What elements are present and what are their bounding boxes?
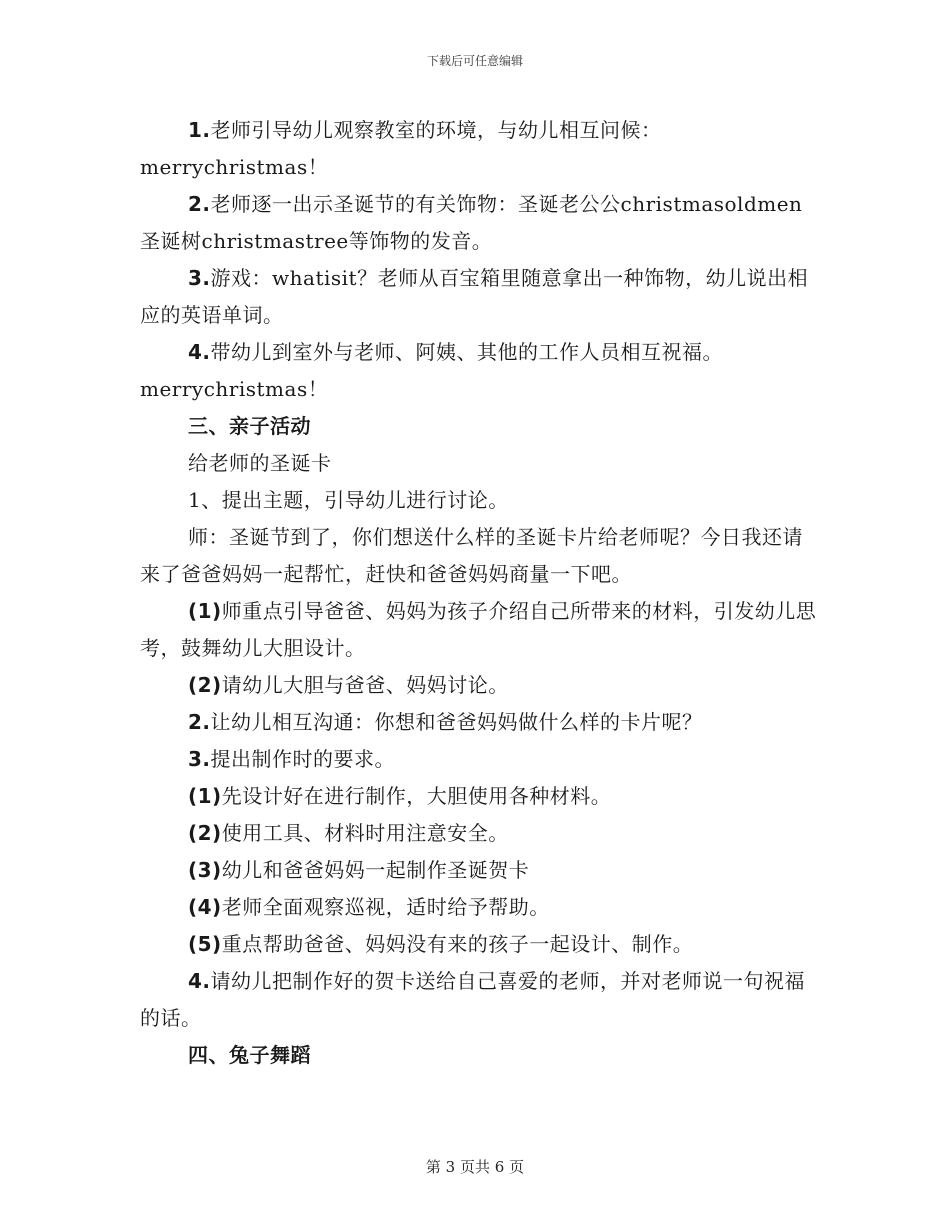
paragraph-number: 2. bbox=[188, 710, 211, 734]
paragraph bbox=[140, 186, 820, 260]
paragraph-text: 幼儿和爸爸妈妈一起制作圣诞贺卡 bbox=[221, 858, 530, 882]
paragraph-text: 师：圣诞节到了，你们想送什么样的圣诞卡片给老师呢？今日我还请来了爸爸妈妈一起帮忙，赶快和爸爸妈妈商量一下吧。 bbox=[140, 525, 803, 586]
paragraph-text: 老师全面观察巡视，适时给予帮助。 bbox=[221, 895, 550, 919]
paragraph bbox=[140, 445, 820, 482]
paragraph-number: (2) bbox=[188, 673, 222, 697]
page-header: 下载后可任意编辑 bbox=[426, 54, 523, 68]
section-heading-text: 三、亲子活动 bbox=[188, 414, 311, 438]
paragraph-number: (3) bbox=[188, 858, 222, 882]
paragraph-text: 带幼儿到室外与老师、阿姨、其他的工作人员相互祝福。merrychristmas！ bbox=[140, 340, 724, 401]
paragraph-number: 4. bbox=[188, 969, 211, 993]
paragraph-text: 老师逐一出示圣诞节的有关饰物：圣诞老公公christmasoldmen圣诞树christmastree等饰物的发音。 bbox=[140, 192, 803, 253]
paragraph-number: (1) bbox=[188, 784, 222, 808]
paragraph-text: 请幼儿把制作好的贺卡送给自己喜爱的老师，并对老师说一句祝福的话。 bbox=[140, 969, 806, 1030]
paragraph-number: (1) bbox=[188, 599, 222, 623]
section-heading bbox=[140, 1037, 820, 1074]
paragraph-number: 3. bbox=[188, 747, 211, 771]
paragraph bbox=[140, 334, 820, 408]
paragraph bbox=[140, 741, 820, 778]
paragraph bbox=[140, 889, 820, 926]
paragraph bbox=[140, 260, 820, 334]
paragraph-number: 3. bbox=[188, 266, 211, 290]
paragraph bbox=[140, 926, 820, 963]
paragraph-text: 提出制作时的要求。 bbox=[210, 747, 396, 771]
paragraph-text: 让幼儿相互沟通：你想和爸爸妈妈做什么样的卡片呢？ bbox=[210, 710, 703, 734]
paragraph-text: 给老师的圣诞卡 bbox=[188, 451, 332, 475]
paragraph-text: 师重点引导爸爸、妈妈为孩子介绍自己所带来的材料，引发幼儿思考，鼓舞幼儿大胆设计。 bbox=[140, 599, 817, 660]
paragraph-text: 游戏：whatisit？老师从百宝箱里随意拿出一种饰物，幼儿说出相应的英语单词。 bbox=[140, 266, 809, 327]
document-body bbox=[140, 112, 820, 1074]
paragraph-number: 2. bbox=[188, 192, 211, 216]
paragraph-number: (5) bbox=[188, 932, 222, 956]
paragraph-number: 1. bbox=[188, 118, 211, 142]
paragraph-text: 重点帮助爸爸、妈妈没有来的孩子一起设计、制作。 bbox=[221, 932, 694, 956]
paragraph-text: 请幼儿大胆与爸爸、妈妈讨论。 bbox=[221, 673, 509, 697]
paragraph bbox=[140, 593, 820, 667]
paragraph-number: (4) bbox=[188, 895, 222, 919]
paragraph bbox=[140, 963, 820, 1037]
section-heading bbox=[140, 408, 820, 445]
paragraph bbox=[140, 778, 820, 815]
paragraph bbox=[140, 112, 820, 186]
paragraph-text: 使用工具、材料时用注意安全。 bbox=[221, 821, 509, 845]
paragraph bbox=[140, 815, 820, 852]
paragraph-number: (2) bbox=[188, 821, 222, 845]
paragraph-text: 先设计好在进行制作，大胆使用各种材料。 bbox=[221, 784, 612, 808]
paragraph-text: 老师引导幼儿观察教室的环境，与幼儿相互问候：merrychristmas！ bbox=[140, 118, 662, 179]
paragraph bbox=[140, 852, 820, 889]
paragraph bbox=[140, 482, 820, 519]
section-heading-text: 四、兔子舞蹈 bbox=[188, 1043, 311, 1067]
paragraph-number: 4. bbox=[188, 340, 211, 364]
paragraph bbox=[140, 519, 820, 593]
paragraph bbox=[140, 704, 820, 741]
paragraph bbox=[140, 667, 820, 704]
paragraph-text: 1、提出主题，引导幼儿进行讨论。 bbox=[188, 488, 509, 512]
page-footer: 第 3 页共 6 页 bbox=[425, 1158, 525, 1176]
